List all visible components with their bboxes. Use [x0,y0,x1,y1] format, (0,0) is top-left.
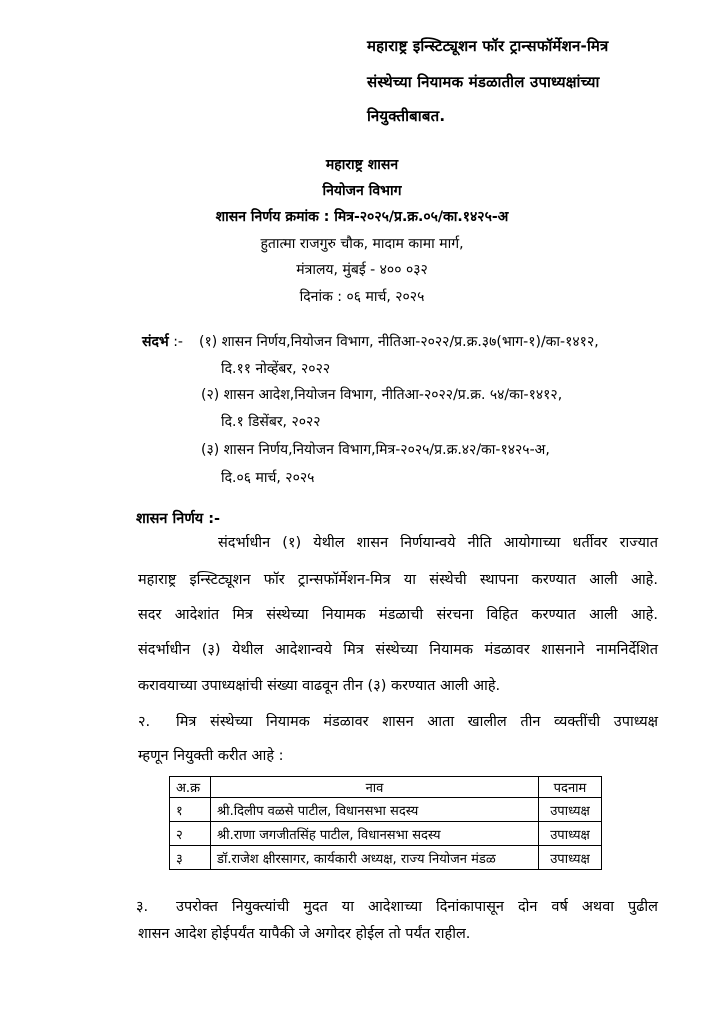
government-name: महाराष्ट्र शासन [325,157,399,173]
references-label-text: संदर्भ [142,334,169,350]
table-header-row [170,777,602,798]
references-label [142,332,183,351]
appointments-table [169,776,602,870]
paragraph-3-number: ३. [136,899,149,915]
paragraph-2-line-1: मित्र संस्थेच्या नियामक मंडळावर शासन आता खालील तीन व्यक्तींची उपाध्यक्ष [176,714,658,730]
paragraph-1-line-3: सदर आदेशांत मित्र संस्थेच्या नियामक मंडळाची संरचना विहित करण्यात आली आहे. [138,607,658,623]
references-separator: :- [173,334,183,350]
cell-designation: उपाध्यक्ष [539,846,602,870]
reference-3-line-1: (३) शासन निर्णय,नियोजन विभाग,मित्र-२०२५/प्र.क्र.४२/का-१४२५-अ, [201,442,550,458]
subject-line-3: नियुक्तीबाबत. [367,107,446,125]
cell-serial: ३ [170,846,211,870]
order-date: दिनांक : ०६ मार्च, २०२५ [299,289,425,305]
paragraph-1-line-4: संदर्भाधीन (३) येथील आदेशान्वये मित्र संस्थेच्या नियामक मंडळावर शासनाने नामनिर्देशित [138,642,658,658]
paragraph-1-line-5: करावयाच्या उपाध्यक्षांची संख्या वाढवून तीन (३) करण्यात आली आहे. [138,678,501,694]
table-row [170,846,602,870]
paragraph-2-line-2: म्हणून नियुक्ती करीत आहे : [138,748,284,764]
paragraph-3-line-1: उपरोक्त नियुक्त्यांची मुदत या आदेशाच्या दिनांकापासून दोन वर्ष अथवा पुढील [176,899,658,915]
reference-3-line-2: दि.०६ मार्च, २०२५ [221,470,315,486]
cell-designation: उपाध्यक्ष [539,798,602,822]
header-serial: अ.क्र [170,777,211,798]
paragraph-1-line-2: महाराष्ट्र इन्स्टिट्यूशन फॉर ट्रान्सफॉर्मेशन-मित्र या संस्थेची स्थापना करण्यात आली आहे. [138,572,658,588]
reference-1-line-2: दि.११ नोव्हेंबर, २०२२ [221,361,331,377]
address-line-1: हुतात्मा राजगुरु चौक, मादाम कामा मार्ग, [260,236,464,252]
paragraph-1-line-1: संदर्भाधीन (१) येथील शासन निर्णयान्वये नीति आयोगाच्या धर्तीवर राज्यात [218,535,658,551]
reference-2-line-1: (२) शासन आदेश,नियोजन विभाग, नीतिआ-२०२२/प्र.क्र. ५४/का-१४१२, [201,387,563,403]
header-name: नाव [211,777,539,798]
header-designation: पदनाम [539,777,602,798]
table-row [170,822,602,846]
subject-line-1: महाराष्ट्र इन्स्टिट्यूशन फॉर ट्रान्सफॉर्मेशन-मित्र [367,37,609,55]
reference-1-line-1: (१) शासन निर्णय,नियोजन विभाग, नीतिआ-२०२२/प्र.क्र.३७(भाग-१)/का-१४१२, [199,334,599,350]
cell-name: श्री.राणा जगजीतसिंह पाटील, विधानसभा सदस्य [211,822,539,846]
paragraph-3-line-2: शासन आदेश होईपर्यंत यापैकी जे अगोदर होईल तो पर्यंत राहील. [138,926,471,942]
gr-number: शासन निर्णय क्रमांक : मित्र-२०२५/प्र.क्र.०५/का.१४२५-अ [215,209,509,225]
cell-serial: २ [170,822,211,846]
cell-serial: १ [170,798,211,822]
department-name: नियोजन विभाग [322,183,402,199]
cell-designation: उपाध्यक्ष [539,822,602,846]
decision-heading: शासन निर्णय :- [136,511,221,527]
address-line-2: मंत्रालय, मुंबई - ४०० ०३२ [296,262,428,278]
cell-name: डॉ.राजेश क्षीरसागर, कार्यकारी अध्यक्ष, राज्य नियोजन मंडळ [211,846,539,870]
paragraph-2-number: २. [138,714,151,730]
reference-2-line-2: दि.१ डिसेंबर, २०२२ [221,414,321,430]
subject-line-2: संस्थेच्या नियामक मंडळातील उपाध्यक्षांच्या [367,73,600,91]
table-row [170,798,602,822]
cell-name: श्री.दिलीप वळसे पाटील, विधानसभा सदस्य [211,798,539,822]
